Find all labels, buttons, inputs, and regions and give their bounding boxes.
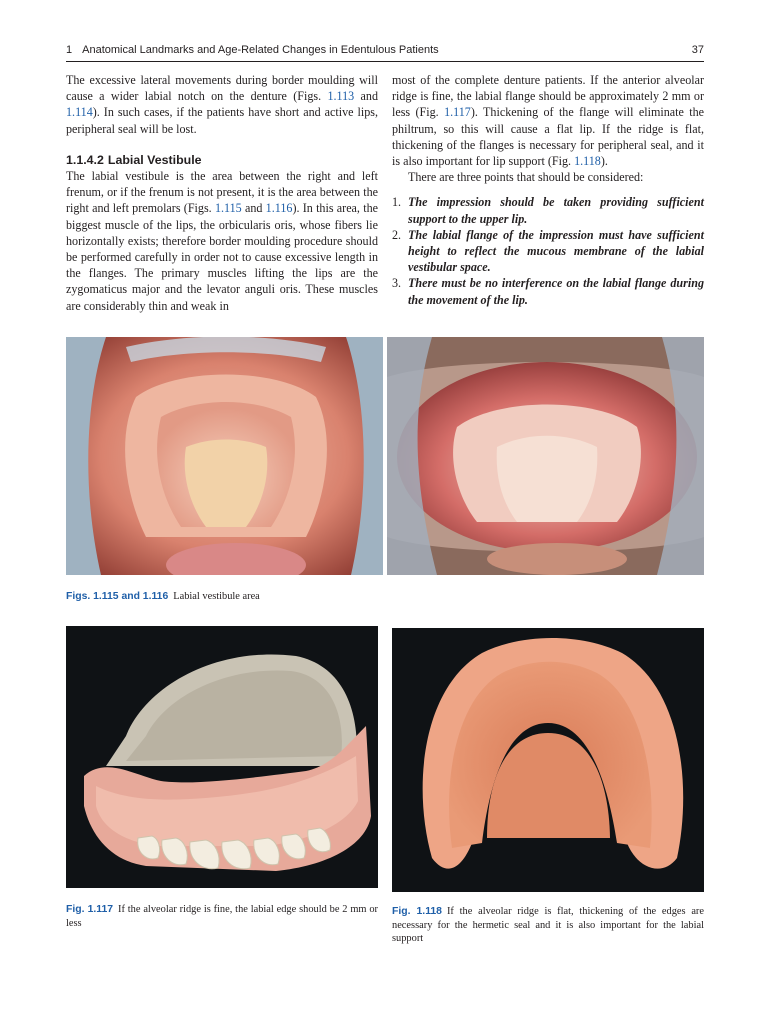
list-item [392, 275, 704, 307]
figure-link[interactable]: 1.116 [265, 201, 293, 216]
paragraph [66, 168, 378, 314]
figure-1-118-photo [392, 628, 704, 892]
figure-link[interactable]: 1.118 [574, 154, 601, 169]
denture-thick-flange-photo [392, 628, 704, 892]
list-text: There must be no interference on the labial flange during the movement of the lip. [408, 276, 704, 307]
caption-label: Fig. 1.117 [66, 904, 114, 915]
list-number: 3. [392, 276, 402, 291]
caption-text: Labial vestibule area [173, 591, 260, 602]
figure-1-116-photo [387, 337, 704, 575]
caption-fig-117 [66, 903, 378, 930]
denture-thin-flange-photo [66, 626, 378, 888]
caption-text: If the alveolar ridge is fine, the labial edge should be 2 mm or less [66, 904, 378, 929]
considerations-list [392, 194, 704, 307]
caption-text: If the alveolar ridge is flat, thickening of the edges are necessary for the hermetic seal and it is also important for the labial support [392, 906, 704, 945]
text-run: ). In such cases, if the patients have short and active lips, peripheral seal will be lost. [66, 105, 378, 136]
labial-vestibule-photo-right [387, 337, 704, 575]
figure-1-117-photo [66, 626, 378, 888]
list-text: The labial flange of the impression must have sufficient height to reflect the mucous membrane of the labial vestibular space. [408, 227, 704, 275]
list-item [392, 194, 704, 226]
paragraph: There are three points that should be considered: [408, 170, 644, 185]
chapter-number: 1 [66, 44, 73, 56]
list-number: 2. [392, 227, 402, 242]
right-column [392, 72, 704, 308]
left-column [66, 72, 378, 314]
caption-fig-118 [392, 905, 704, 946]
figure-link[interactable]: 1.113 [327, 89, 355, 104]
caption-label: Fig. 1.118 [392, 906, 442, 917]
text-run: The excessive lateral movements during border moulding will cause a wider labial notch on the denture (Figs. [66, 73, 378, 104]
section-number: 1.1.4.2 [66, 152, 104, 167]
chapter-title: Anatomical Landmarks and Age-Related Changes in Edentulous Patients [82, 44, 439, 56]
text-run: ). In this area, the biggest muscle of the lips, the orbicularis oris, whose fibers lie horizontally exists; therefore border moulding procedure should be performed carefully in order not to cause excessive length in the flanges. The primary muscles lifting the lips are the zygomaticus major and the levator anguli oris. These muscles are considerably thin and weak in [66, 201, 378, 313]
text-run: The labial vestibule is the area between the right and left frenum, or if the frenum is not present, it is the area between the right and left premolars (Figs. [66, 169, 378, 216]
chapter-heading [66, 44, 439, 56]
text-run: ). [600, 154, 608, 169]
page-number: 37 [691, 44, 704, 56]
figure-link[interactable]: 1.117 [444, 105, 471, 120]
figure-link[interactable]: 1.115 [214, 201, 242, 216]
header-rule [66, 61, 704, 62]
labial-vestibule-photo-left [66, 337, 383, 575]
text-run: most of the complete denture patients. If the anterior alveolar ridge is fine, the labial flange should be approximately 2 mm or less (Fig. [392, 73, 704, 120]
figure-link[interactable]: 1.114 [66, 105, 93, 120]
caption-fig-115-116 [66, 590, 706, 604]
list-number: 1. [392, 195, 402, 210]
list-item [392, 227, 704, 276]
paragraph [66, 72, 378, 137]
text-run: and [241, 201, 266, 216]
list-text: The impression should be taken providing sufficient support to the upper lip. [408, 195, 704, 226]
section-heading [66, 152, 378, 168]
caption-label: Figs. 1.115 and 1.116 [66, 591, 169, 602]
text-run: and [354, 89, 378, 104]
section-title: Labial Vestibule [107, 152, 202, 167]
paragraph [392, 72, 704, 169]
figure-1-115-photo [66, 337, 383, 575]
text-run: ). Thickening of the flange will eliminate the philtrum, so this will cause a flat lip. If the ridge is flat, thickening of the flanges is necessary for peripheral seal, and it is also important for lip support (Fig. [392, 105, 704, 169]
